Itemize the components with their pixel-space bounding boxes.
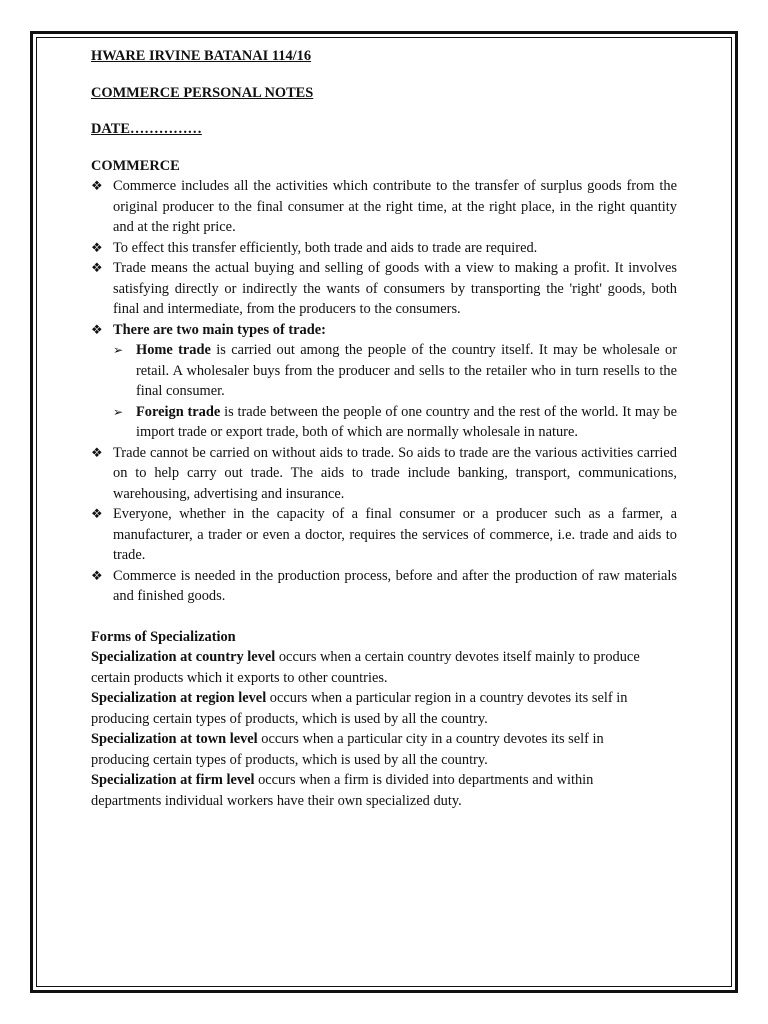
specialization-town	[91, 729, 656, 770]
point-text: Trade means the actual buying and selling of goods with a view to making a profit. It involves satisfying directly or indirectly the wants of consumers by transporting the 'right' goods, both final and intermediate, from the producers to the consumers.	[113, 260, 677, 317]
country-term: Specialization at country level	[91, 649, 276, 665]
region-text: occurs when a particular region in a country devotes its self in producing certain types of products, which is used by all the country.	[91, 690, 628, 727]
diamond-bullet-icon: ❖	[91, 260, 103, 275]
diamond-bullet-icon: ❖	[91, 239, 103, 255]
commerce-heading: COMMERCE	[91, 157, 180, 174]
document-title: COMMERCE PERSONAL NOTES	[91, 84, 314, 101]
diamond-bullet-icon: ❖	[91, 567, 103, 583]
specialization-firm	[91, 770, 656, 811]
diamond-bullet-icon: ❖	[91, 321, 103, 337]
firm-text: occurs when a firm is divided into departments and within departments individual workers have their own specialized duty.	[91, 772, 594, 809]
specialization-region	[91, 688, 656, 729]
home-trade-text: is carried out among the people of the country itself. It may be wholesale or retail. A wholesaler buys from the producer and sells to the retailer who in turn resells to the final consumer.	[136, 342, 677, 399]
date-line: DATE……………	[91, 121, 202, 137]
home-trade-term: Home trade	[136, 342, 211, 358]
list-item	[91, 443, 677, 505]
country-text: occurs when a certain country devotes itself mainly to produce certain products which it exports to other countries.	[91, 649, 640, 686]
commerce-points	[91, 176, 677, 607]
foreign-trade-term: Foreign trade	[136, 403, 221, 420]
foreign-trade-text: is trade between the people of one country and the rest of the world. It may be import trade or export trade, both of which are normally wholesale in nature.	[136, 403, 678, 440]
list-item	[113, 402, 677, 443]
point-text: Commerce is needed in the production process, before and after the production of raw materials and finished goods.	[113, 567, 677, 604]
specialization-country	[91, 647, 656, 688]
specialization-section	[91, 627, 677, 812]
specialization-heading: Forms of Specialization	[91, 628, 236, 645]
point-text: Everyone, whether in the capacity of a final consumer or a producer such as a farmer, a manufacturer, a trader or even a doctor, requires the services of commerce, i.e. trade and aids to trade.	[113, 506, 677, 563]
region-term: Specialization at region level	[91, 690, 267, 706]
arrow-bullet-icon: ➢	[113, 404, 124, 419]
town-text: occurs when a particular city in a country devotes its self in producing certain types of products, which is used by all the country.	[91, 731, 604, 768]
town-term: Specialization at town level	[91, 731, 258, 747]
trade-types	[113, 340, 677, 443]
list-item	[91, 566, 677, 607]
point-text: To effect this transfer efficiently, both trade and aids to trade are required.	[113, 239, 538, 256]
author-line: HWARE IRVINE BATANAI 114/16	[91, 48, 312, 64]
diamond-bullet-icon: ❖	[91, 506, 103, 521]
firm-term: Specialization at firm level	[91, 772, 255, 788]
list-item	[91, 258, 677, 320]
document-body	[91, 46, 677, 811]
point-text: Commerce includes all the activities which contribute to the transfer of surplus goods from the original producer to the final consumer at the right time, at the right place, in the right quantity and at the right price.	[113, 178, 677, 235]
list-item	[91, 320, 677, 443]
diamond-bullet-icon: ❖	[91, 178, 103, 193]
list-item	[113, 340, 677, 402]
list-item	[91, 504, 677, 566]
point-text: Trade cannot be carried on without aids to trade. So aids to trade are the various activities carried on to help carry out trade. The aids to trade include banking, transport, communications, warehousing, advertising and insurance.	[113, 444, 677, 502]
list-item	[91, 176, 677, 238]
list-item	[91, 238, 677, 259]
arrow-bullet-icon: ➢	[113, 343, 124, 357]
point-text: There are two main types of trade:	[113, 321, 326, 338]
diamond-bullet-icon: ❖	[91, 444, 103, 460]
